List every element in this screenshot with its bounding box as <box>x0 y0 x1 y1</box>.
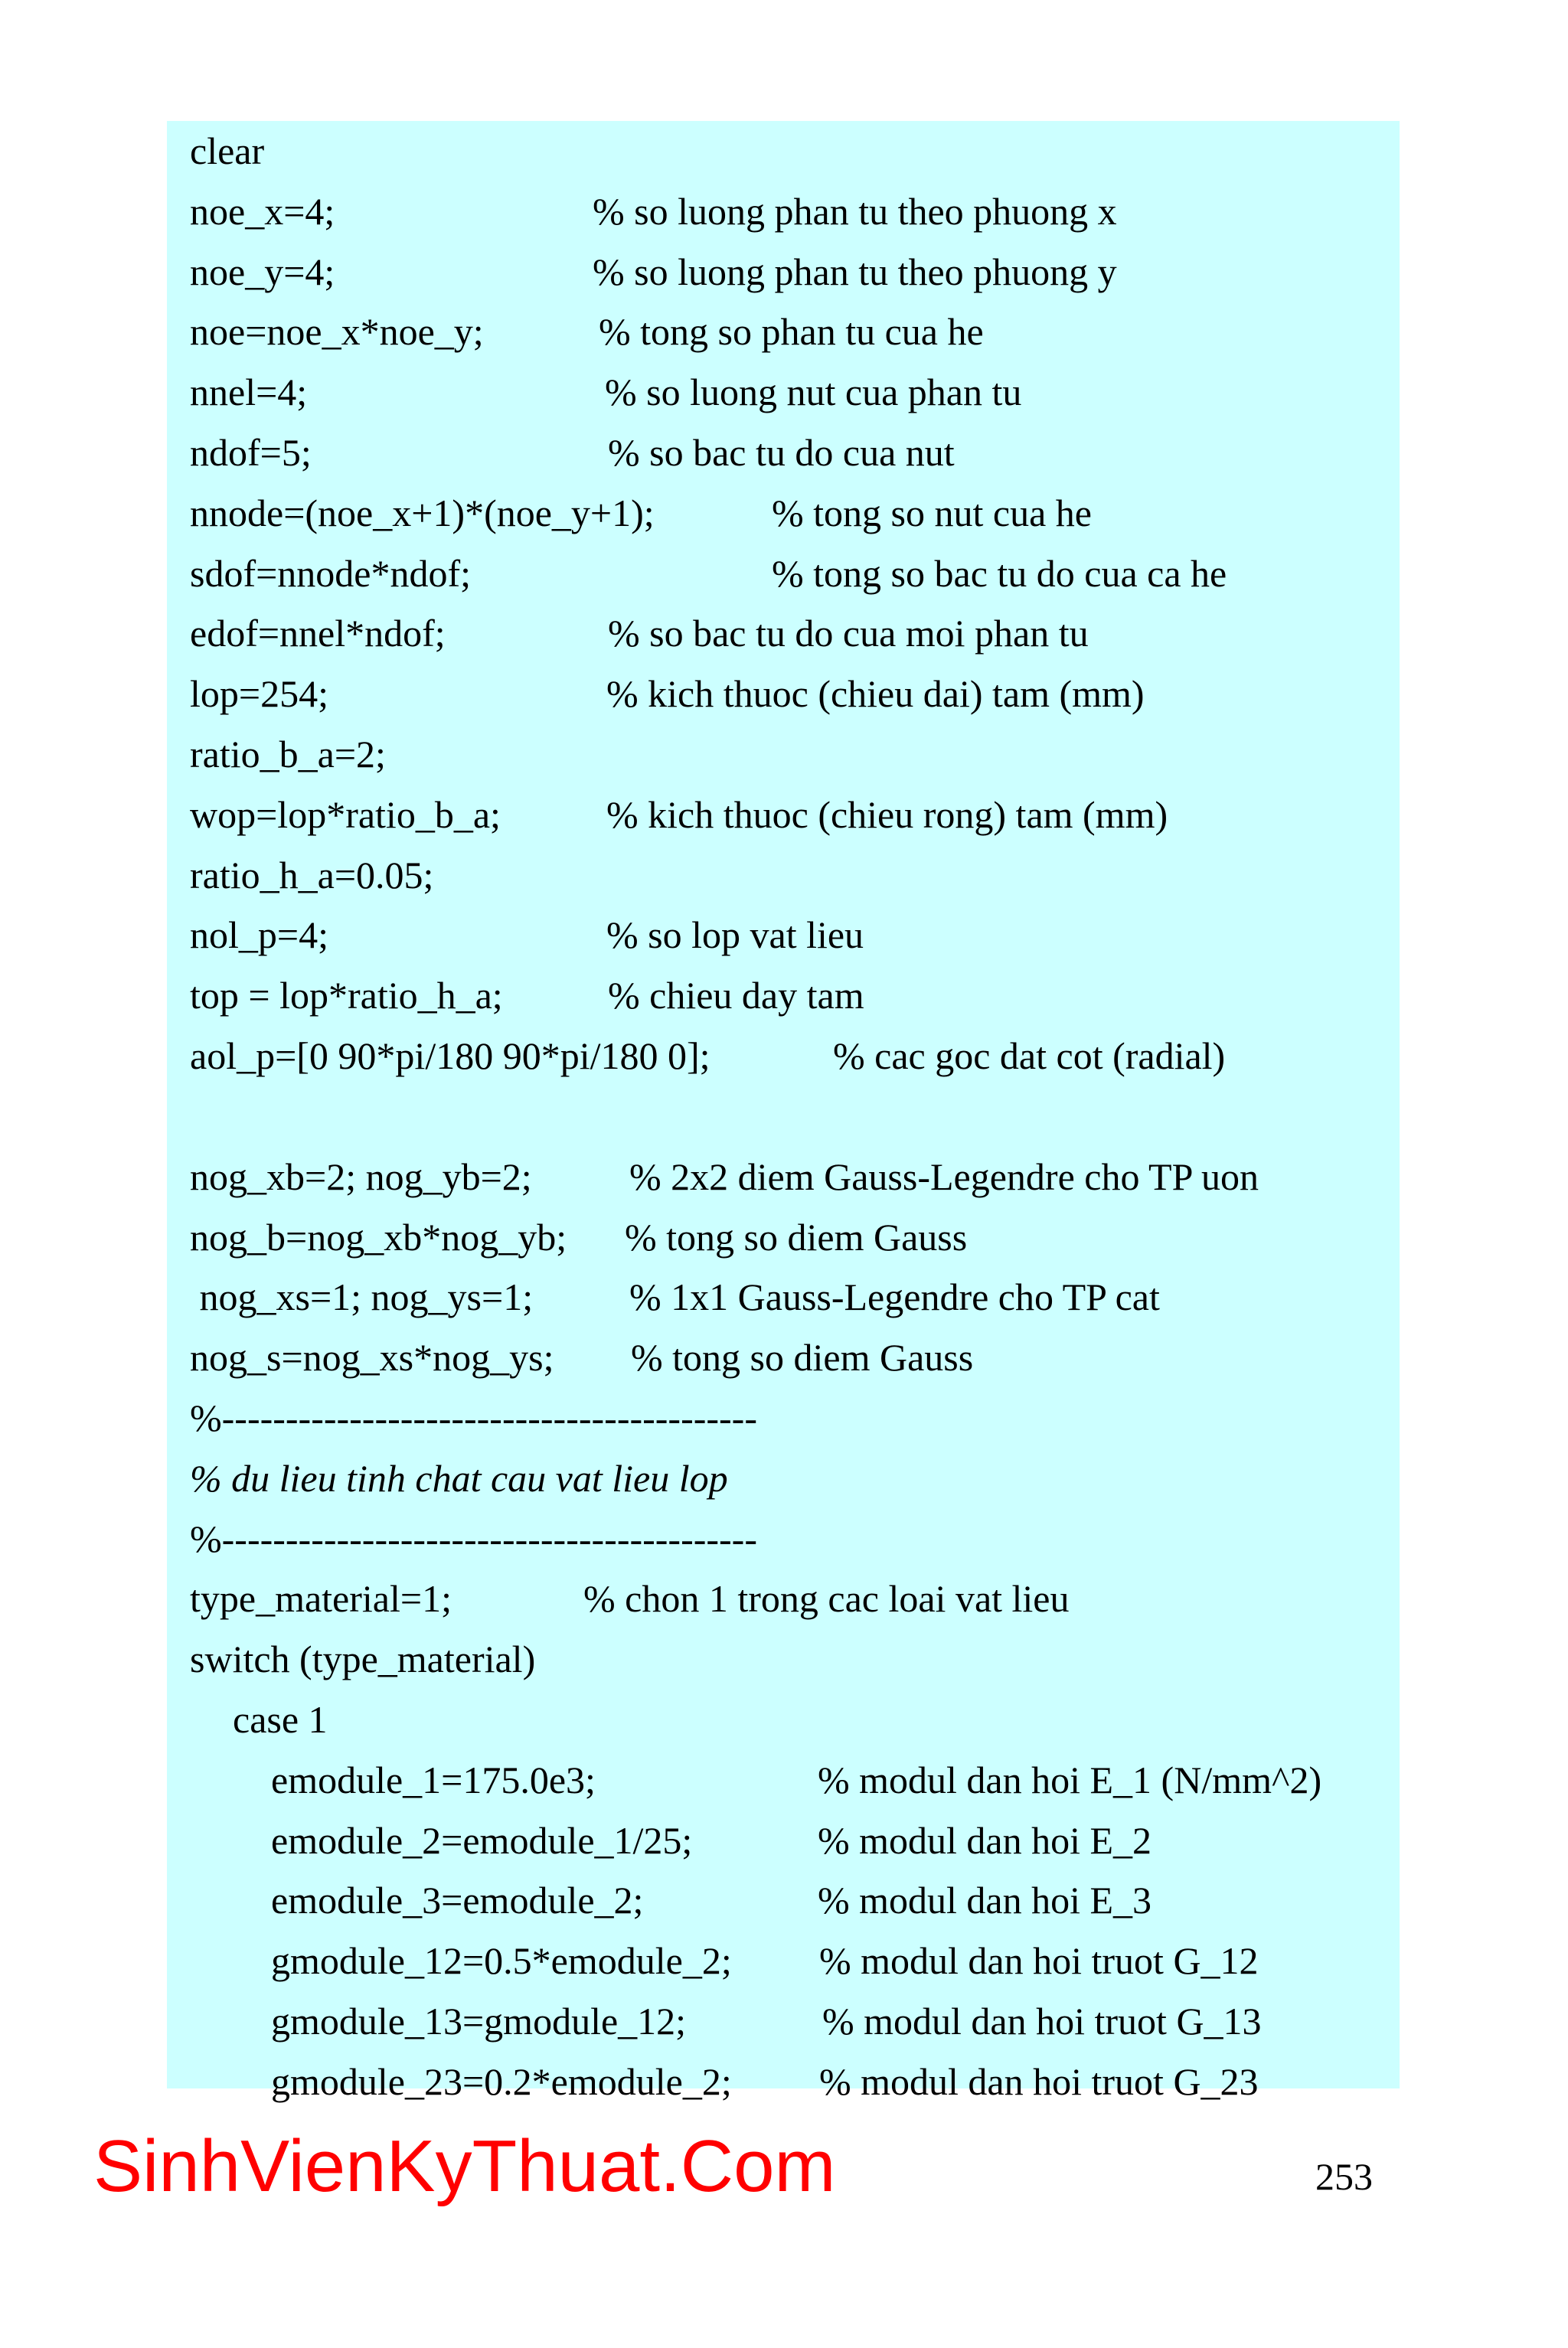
code-comment: % modul dan hoi E_2 <box>818 1819 1152 1862</box>
code-comment: % tong so nut cua he <box>772 491 1092 534</box>
page-number: 253 <box>1315 2155 1373 2198</box>
code-comment: % tong so bac tu do cua ca he <box>772 552 1227 595</box>
code-comment: % tong so diem Gauss <box>625 1216 968 1259</box>
code-comment: % modul dan hoi truot G_13 <box>822 2000 1262 2043</box>
code-text: nnel=4; <box>190 371 308 413</box>
code-comment: % cac goc dat cot (radial) <box>833 1034 1226 1077</box>
code-comment: % tong so phan tu cua he <box>599 310 984 353</box>
code-text: aol_p=[0 90*pi/180 90*pi/180 0]; <box>190 1034 710 1077</box>
code-comment: % kich thuoc (chieu dai) tam (mm) <box>606 672 1145 715</box>
code-text: gmodule_23=0.2*emodule_2; <box>271 2060 732 2103</box>
code-text: top = lop*ratio_h_a; <box>190 974 503 1017</box>
code-text: noe_x=4; <box>190 190 335 233</box>
code-comment: % chon 1 trong cac loai vat lieu <box>583 1577 1070 1620</box>
code-text: %------------------------------------------ <box>190 1396 757 1439</box>
code-comment: % modul dan hoi E_3 <box>818 1879 1152 1922</box>
code-text: wop=lop*ratio_b_a; <box>190 793 501 836</box>
code-text: noe=noe_x*noe_y; <box>190 310 484 353</box>
code-comment: % modul dan hoi truot G_23 <box>819 2060 1259 2103</box>
code-text: type_material=1; <box>190 1577 452 1620</box>
code-text: ratio_h_a=0.05; <box>190 854 434 896</box>
code-text: nog_xb=2; nog_yb=2; <box>190 1155 532 1198</box>
code-text: %------------------------------------------ <box>190 1517 757 1560</box>
code-text: nog_b=nog_xb*nog_yb; <box>190 1216 567 1259</box>
code-text: noe_y=4; <box>190 250 335 293</box>
code-comment: % so luong nut cua phan tu <box>605 371 1022 413</box>
code-text: case 1 <box>233 1698 328 1741</box>
code-text: gmodule_12=0.5*emodule_2; <box>271 1939 732 1982</box>
code-text: clear <box>190 129 265 172</box>
code-comment: % so lop vat lieu <box>606 913 864 956</box>
code-text: gmodule_13=gmodule_12; <box>271 2000 687 2043</box>
code-comment: % so bac tu do cua moi phan tu <box>608 612 1089 655</box>
site-watermark: SinhVienKyThuat.Com <box>93 2125 836 2207</box>
code-comment: % modul dan hoi truot G_12 <box>819 1939 1259 1982</box>
code-text: edof=nnel*ndof; <box>190 612 446 655</box>
code-text: switch (type_material) <box>190 1638 536 1680</box>
code-comment: % 2x2 diem Gauss-Legendre cho TP uon <box>629 1155 1259 1198</box>
code-text: sdof=nnode*ndof; <box>190 552 472 595</box>
code-comment: % so luong phan tu theo phuong x <box>593 190 1117 233</box>
code-text: nnode=(noe_x+1)*(noe_y+1); <box>190 491 655 534</box>
code-text: emodule_2=emodule_1/25; <box>271 1819 693 1862</box>
code-comment: % 1x1 Gauss-Legendre cho TP cat <box>629 1275 1160 1318</box>
code-text: emodule_1=175.0e3; <box>271 1759 596 1801</box>
code-text: ratio_b_a=2; <box>190 733 386 776</box>
code-text: nog_xs=1; nog_ys=1; <box>190 1275 534 1318</box>
code-text: lop=254; <box>190 672 328 715</box>
code-comment: % tong so diem Gauss <box>631 1336 974 1379</box>
code-text: emodule_3=emodule_2; <box>271 1879 644 1922</box>
code-text: ndof=5; <box>190 431 312 474</box>
code-comment: % chieu day tam <box>608 974 864 1017</box>
code-comment: % so bac tu do cua nut <box>608 431 955 474</box>
code-text: nog_s=nog_xs*nog_ys; <box>190 1336 554 1379</box>
code-comment: % modul dan hoi E_1 (N/mm^2) <box>818 1759 1322 1801</box>
code-block <box>167 121 1400 2103</box>
code-text: % du lieu tinh chat cau vat lieu lop <box>190 1457 728 1500</box>
code-comment: % so luong phan tu theo phuong y <box>593 250 1117 293</box>
code-text: nol_p=4; <box>190 913 328 956</box>
code-comment: % kich thuoc (chieu rong) tam (mm) <box>606 793 1168 836</box>
